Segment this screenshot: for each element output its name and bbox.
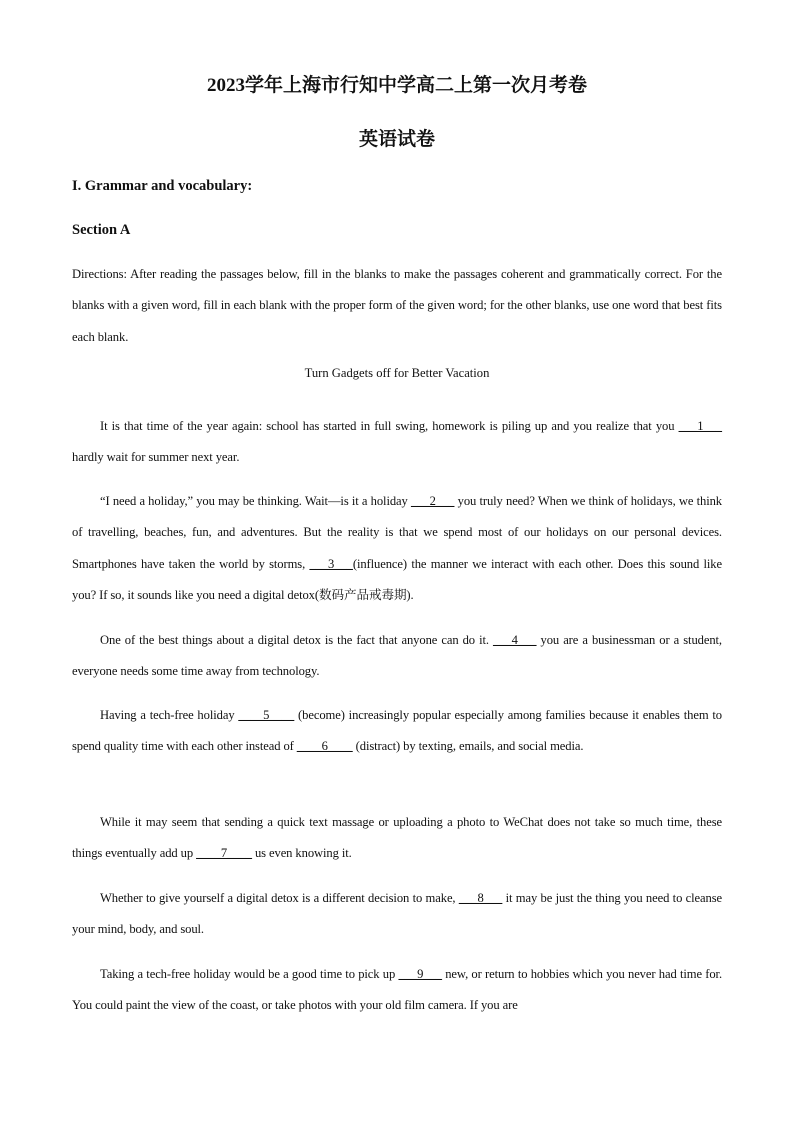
blank-8: ___8___ bbox=[458, 891, 503, 905]
blank-5: ____5____ bbox=[238, 708, 295, 722]
blank-1: ___1___ bbox=[678, 419, 722, 433]
section-heading: Section A bbox=[72, 222, 131, 238]
passage-paragraph-3 bbox=[72, 625, 722, 688]
paragraph-text: It is that time of the year again: school has started in full swing, homework is piling up and you realize that you bbox=[100, 419, 679, 433]
passage-paragraph-1 bbox=[72, 411, 722, 474]
blank-3: ___3___ bbox=[309, 556, 353, 571]
paragraph-text: “I need a holiday,” you may be thinking. Wait—is it a holiday bbox=[100, 494, 411, 508]
paragraph-text: Whether to give yourself a digital detox is a different decision to make, bbox=[100, 891, 459, 905]
exam-subtitle: 英语试卷 bbox=[358, 129, 435, 150]
paragraph-text: (distract) by texting, emails, and social media. bbox=[352, 739, 584, 754]
passage-paragraph-5 bbox=[72, 807, 722, 870]
paragraph-text: Having a tech-free holiday bbox=[100, 708, 239, 722]
passage-title: Turn Gadgets off for Better Vacation bbox=[304, 366, 490, 380]
blank-7: ____7____ bbox=[196, 846, 252, 861]
paragraph-text: One of the best things about a digital detox is the fact that anyone can do it. bbox=[100, 633, 494, 647]
blank-6: ____6____ bbox=[296, 739, 353, 754]
exam-title: 2023学年上海市行知中学高二上第一次月考卷 bbox=[206, 75, 587, 96]
directions-text: Directions: After reading the passages below, fill in the blanks to make the passages coherent and grammatically correct. For the blanks with a given word, fill in each blank with the proper form of the given word; for the other blanks, use one word that best fits each blank. bbox=[72, 267, 722, 344]
paragraph-text: new, or return to hobbies which you never had time for. You could paint the view of the coast, or take photos with your old film camera. If you are bbox=[72, 967, 722, 1013]
paragraph-text: you are a businessman or a student, everyone needs some time away from technology. bbox=[72, 633, 722, 679]
paragraph-text: While it may seem that sending a quick text massage or uploading a photo to WeChat does not take so much time, these things eventually add up bbox=[72, 815, 722, 861]
blank-2: ___2___ bbox=[410, 494, 455, 508]
paragraph-text: you truly need? When we think of holidays, we think of travelling, beaches, fun, and adventures. But the reality is that we spend most of our holidays on our personal devices. Smartphones have taken the world by storms, bbox=[72, 494, 722, 571]
part-heading: I. Grammar and vocabulary: bbox=[72, 178, 253, 194]
paragraph-text: (become) increasingly popular especially among families because it enables them to spend quality time with each other instead of bbox=[72, 708, 722, 754]
paragraph-text: us even knowing it. bbox=[251, 846, 352, 861]
passage-paragraph-2 bbox=[72, 486, 722, 611]
passage-paragraph-6 bbox=[72, 883, 722, 946]
paragraph-text: Taking a tech-free holiday would be a good time to pick up bbox=[100, 967, 399, 981]
passage-paragraph-7 bbox=[72, 959, 722, 1022]
blank-4: ___4___ bbox=[493, 633, 537, 647]
paragraph-text: hardly wait for summer next year. bbox=[72, 450, 240, 465]
paragraph-text: it may be just the thing you need to cleanse your mind, body, and soul. bbox=[72, 891, 722, 937]
paragraph-text: (influence) the manner we interact with each other. Does this sound like you? If so, it sounds like you need a digital detox(数码产品戒毒期). bbox=[72, 556, 722, 602]
passage-paragraph-4 bbox=[72, 700, 722, 763]
blank-9: ___9___ bbox=[398, 967, 442, 981]
